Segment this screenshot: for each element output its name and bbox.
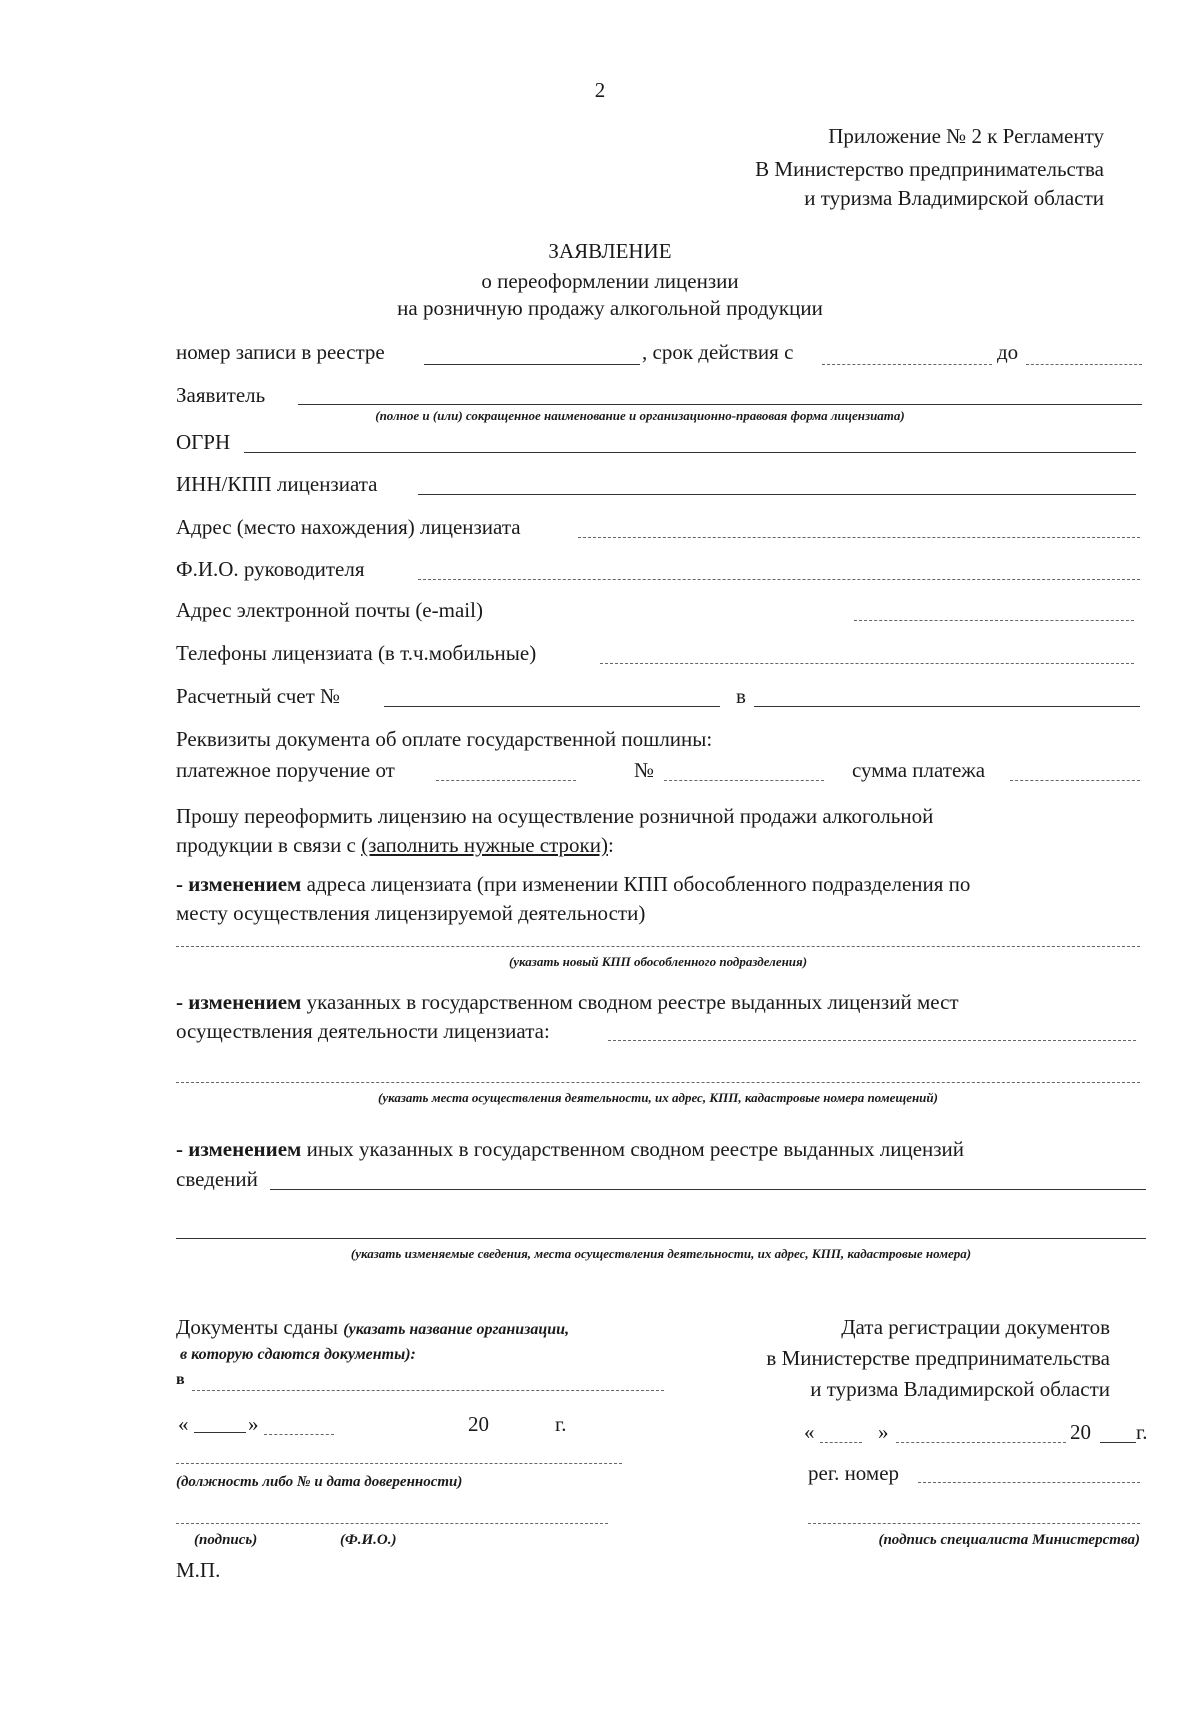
docs-submitted-note: в которую сдаются документы): bbox=[180, 1346, 416, 1363]
registration-number-field[interactable] bbox=[918, 1482, 1140, 1483]
change-places-line-1: - изменением указанных в государственном сводном реестре выданных лицензий мест bbox=[176, 990, 959, 1014]
payment-number-field[interactable] bbox=[664, 780, 824, 781]
change-address-line-2: месту осуществления лицензируемой деятельности) bbox=[176, 901, 646, 925]
docs-organization-field[interactable] bbox=[192, 1390, 664, 1391]
submit-date-open-quote: « bbox=[178, 1412, 189, 1436]
ogrn-label: ОГРН bbox=[176, 430, 231, 454]
registration-date-line-1: Дата регистрации документов bbox=[841, 1315, 1110, 1339]
change-other-line-1: - изменением иных указанных в государственном сводном реестре выданных лицензий bbox=[176, 1137, 965, 1161]
ogrn-field[interactable] bbox=[244, 452, 1136, 453]
stamp-label: М.П. bbox=[176, 1558, 221, 1582]
signature-note: (подпись) bbox=[194, 1532, 258, 1548]
registration-month-field[interactable] bbox=[896, 1442, 1066, 1443]
change-other-line-2: сведений bbox=[176, 1167, 258, 1191]
change-other-note: (указать изменяемые сведения, места осуществления деятельности, их адрес, КПП, кадастровые номера) bbox=[350, 1246, 972, 1261]
email-label: Адрес электронной почты (e-mail) bbox=[176, 598, 483, 622]
change-places-line-2: осуществления деятельности лицензиата: bbox=[176, 1019, 550, 1043]
email-field[interactable] bbox=[854, 620, 1134, 621]
registry-number-label: номер записи в реестре bbox=[176, 340, 385, 364]
page-number: 2 bbox=[594, 78, 606, 102]
payment-order-label: платежное поручение от bbox=[176, 758, 395, 782]
header-line-2: В Министерство предпринимательства bbox=[755, 157, 1104, 181]
request-text-line-2: продукции в связи с (заполнить нужные строки): bbox=[176, 833, 614, 857]
registry-number-field[interactable] bbox=[424, 364, 640, 365]
registration-date-line-2: в Министерстве предпринимательства bbox=[766, 1346, 1110, 1370]
change-other-field-1[interactable] bbox=[270, 1189, 1146, 1190]
payment-header: Реквизиты документа об оплате государственной пошлины: bbox=[176, 727, 713, 751]
director-label: Ф.И.О. руководителя bbox=[176, 557, 365, 581]
phones-label: Телефоны лицензиата (в т.ч.мобильные) bbox=[176, 641, 537, 665]
applicant-field[interactable] bbox=[298, 404, 1142, 405]
document-subtitle-2: на розничную продажу алкогольной продукции bbox=[397, 296, 823, 320]
change-other-field-2[interactable] bbox=[176, 1238, 1146, 1239]
validity-until-field[interactable] bbox=[1026, 364, 1142, 365]
specialist-signature-field[interactable] bbox=[808, 1523, 1140, 1524]
account-label: Расчетный счет № bbox=[176, 684, 341, 708]
account-bank-label: в bbox=[736, 684, 746, 708]
signature-fio-field[interactable] bbox=[176, 1523, 608, 1524]
registration-date-line-3: и туризма Владимирской области bbox=[810, 1377, 1110, 1401]
change-address-field[interactable] bbox=[176, 946, 1140, 947]
position-note: (должность либо № и дата доверенности) bbox=[176, 1474, 463, 1490]
document-title: ЗАЯВЛЕНИЕ bbox=[548, 239, 672, 263]
change-places-field-2[interactable] bbox=[176, 1082, 1140, 1083]
account-number-field[interactable] bbox=[384, 706, 720, 707]
validity-until-label: до bbox=[997, 340, 1019, 364]
applicant-label: Заявитель bbox=[176, 383, 266, 407]
change-address-note: (указать новый КПП обособленного подразделения) bbox=[508, 954, 808, 969]
header-line-3: и туризма Владимирской области bbox=[804, 186, 1104, 210]
applicant-note: (полное и (или) сокращенное наименование и организационно-правовая форма лицензиата) bbox=[375, 408, 905, 423]
docs-submitted-label: Документы сданы (указать название организации, bbox=[176, 1315, 570, 1339]
registration-year-suffix: г. bbox=[1136, 1420, 1148, 1444]
registration-date-open-quote: « bbox=[804, 1420, 815, 1444]
registration-day-field[interactable] bbox=[820, 1442, 862, 1443]
submit-month-field[interactable] bbox=[264, 1434, 334, 1435]
address-field[interactable] bbox=[578, 537, 1140, 538]
payment-number-label: № bbox=[634, 758, 655, 782]
docs-in-label: в bbox=[176, 1371, 185, 1388]
request-text-line-1: Прошу переоформить лицензию на осуществление розничной продажи алкогольной bbox=[176, 804, 934, 828]
validity-from-field[interactable] bbox=[822, 364, 992, 365]
registration-year-field[interactable] bbox=[1100, 1442, 1136, 1443]
address-label: Адрес (место нахождения) лицензиата bbox=[176, 515, 521, 539]
submit-day-field[interactable] bbox=[194, 1432, 246, 1433]
payment-order-date-field[interactable] bbox=[436, 780, 576, 781]
specialist-signature-note: (подпись специалиста Министерства) bbox=[878, 1532, 1140, 1548]
phones-field[interactable] bbox=[600, 663, 1134, 664]
submit-date-close-quote: » bbox=[248, 1412, 259, 1436]
change-places-note: (указать места осуществления деятельности, их адрес, КПП, кадастровые номера помещений) bbox=[378, 1090, 938, 1105]
payment-sum-field[interactable] bbox=[1010, 780, 1140, 781]
fio-note: (Ф.И.О.) bbox=[340, 1532, 397, 1548]
account-bank-field[interactable] bbox=[754, 706, 1140, 707]
director-field[interactable] bbox=[418, 579, 1140, 580]
inn-kpp-field[interactable] bbox=[418, 494, 1136, 495]
submit-year-suffix: г. bbox=[555, 1412, 567, 1436]
header-line-1: Приложение № 2 к Регламенту bbox=[828, 124, 1104, 148]
payment-sum-label: сумма платежа bbox=[852, 758, 986, 782]
registration-number-label: рег. номер bbox=[808, 1461, 900, 1485]
registration-date-close-quote: » bbox=[878, 1420, 889, 1444]
document-subtitle-1: о переоформлении лицензии bbox=[481, 269, 739, 293]
submit-year-prefix: 20 bbox=[468, 1412, 489, 1436]
inn-kpp-label: ИНН/КПП лицензиата bbox=[176, 472, 378, 496]
registration-year-prefix: 20 bbox=[1070, 1420, 1091, 1444]
validity-label: , срок действия с bbox=[642, 340, 794, 364]
change-address-line-1: - изменением адреса лицензиата (при изменении КПП обособленного подразделения по bbox=[176, 872, 971, 896]
position-field[interactable] bbox=[176, 1463, 622, 1464]
change-places-field-1[interactable] bbox=[608, 1040, 1136, 1041]
